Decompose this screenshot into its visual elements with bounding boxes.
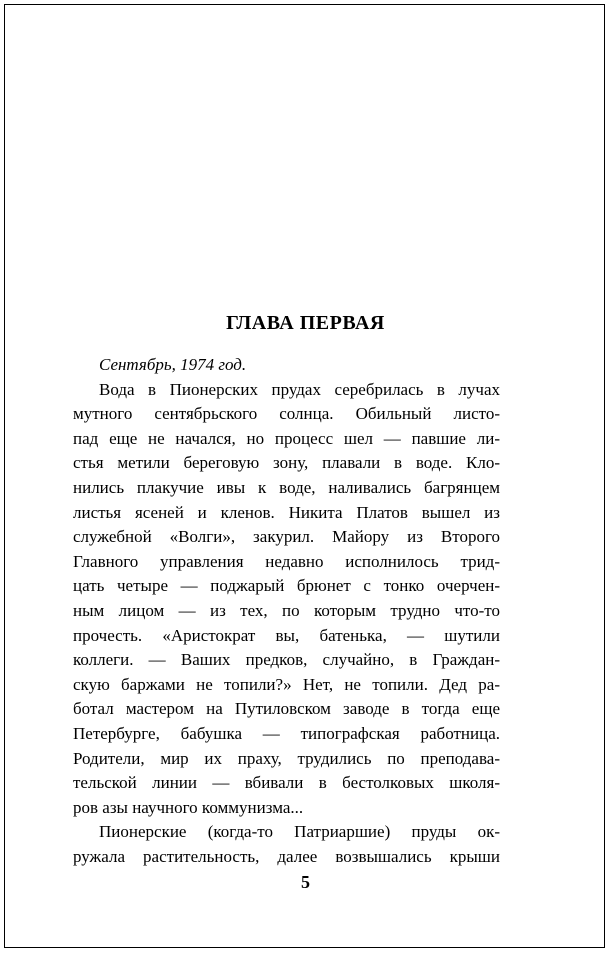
text-line: Петербурге, бабушка — типографская работница.: [73, 723, 500, 743]
text-line: скую баржами не топили?» Нет, не топили. Дед ра-: [73, 674, 500, 694]
text-line: стья метили береговую зону, плавали в воде. Кло-: [73, 453, 500, 473]
text-line: прочесть. «Аристократ вы, батенька, — шутили: [73, 625, 500, 645]
chapter-title: ГЛАВА ПЕРВАЯ: [226, 312, 385, 334]
text-line: Главного управления недавно исполнилось трид-: [73, 551, 500, 571]
paragraph-lines: [73, 378, 500, 870]
text-line: ров азы научного коммунизма...: [73, 797, 304, 817]
text-line: служебной «Волги», закурил. Майору из Второго: [73, 527, 500, 547]
date-line: Сентябрь, 1974 год.: [99, 355, 247, 374]
text-line: пад еще не начался, но процесс шел — павшие ли-: [73, 428, 500, 448]
text-line: Родители, мир их праху, трудились по преподава-: [73, 748, 500, 768]
body-text: [73, 353, 500, 869]
text-line: ружала растительность, далее возвышались крыши: [73, 846, 500, 866]
page-number: 5: [301, 872, 310, 892]
text-line: Пионерские (когда-то Патриаршие) пруды ок-: [99, 822, 500, 842]
text-line: коллеги. — Ваших предков, случайно, в Граждан-: [73, 650, 500, 670]
text-line: нились плакучие ивы к воде, наливались багрянцем: [73, 477, 500, 497]
text-line: ботал мастером на Путиловском заводе в тогда еще: [73, 699, 500, 719]
text-line: тельской линии — вбивали в бестолковых школя-: [73, 773, 500, 793]
text-line: листья ясеней и кленов. Никита Платов вышел из: [73, 502, 500, 522]
text-line: мутного сентябрьского солнца. Обильный листо-: [73, 404, 500, 424]
text-line: ным лицом — из тех, по которым трудно что-то: [73, 600, 500, 620]
text-line: Вода в Пионерских прудах серебрилась в лучах: [99, 379, 500, 399]
text-line: цать четыре — поджарый брюнет с тонко очерчен-: [73, 576, 500, 596]
